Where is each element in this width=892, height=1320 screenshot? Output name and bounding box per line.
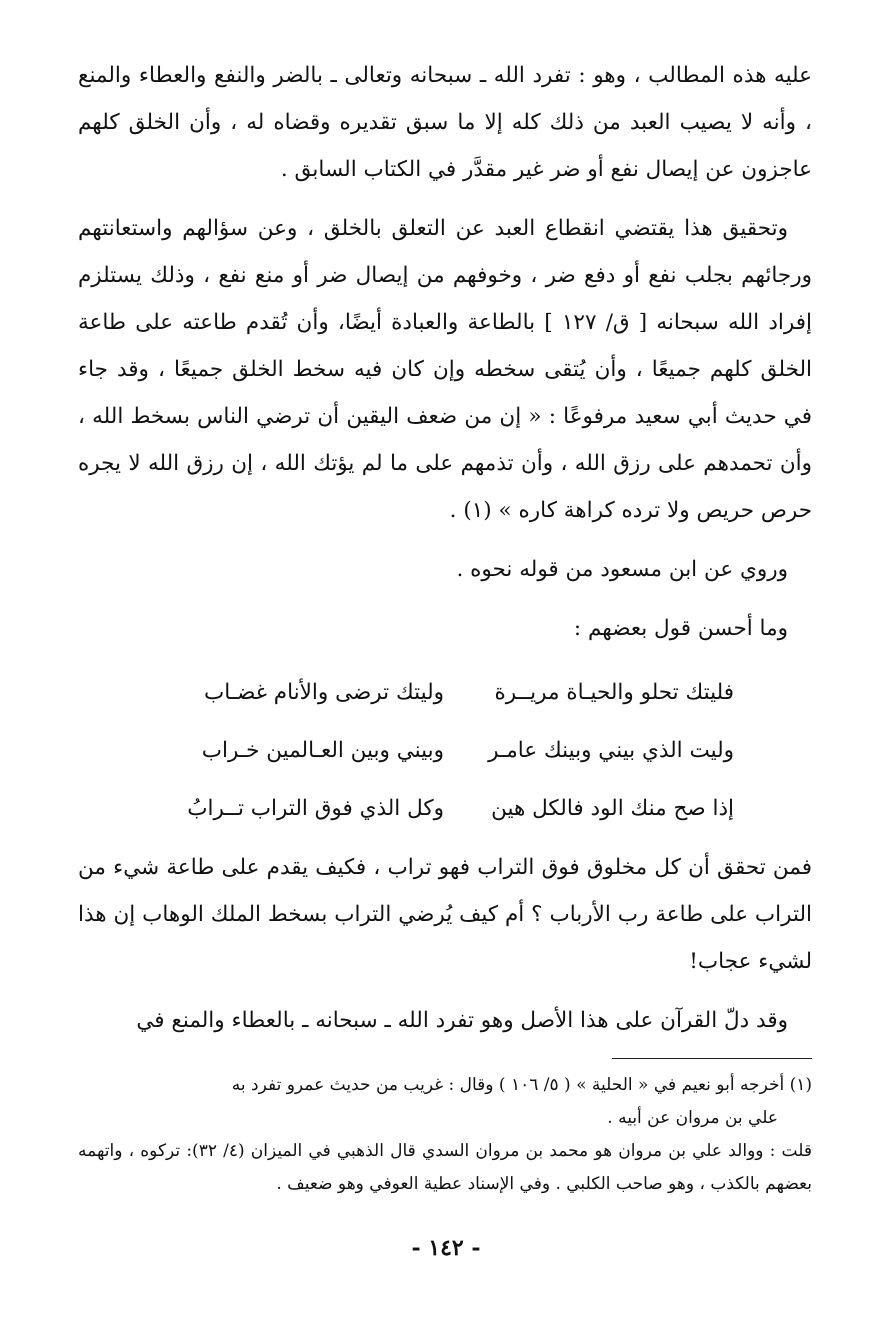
verse-first-half: وليت الذي بيني وبينك عامـر	[488, 738, 734, 763]
footnotes	[78, 1069, 812, 1201]
poem-verse	[78, 664, 812, 722]
main-text	[78, 52, 812, 652]
verse-second-half: وكل الذي فوق التراب تــرابُ	[187, 796, 444, 821]
verse-first-half: فليتك تحلو والحيـاة مريــرة	[494, 680, 734, 705]
verse-first-half: إذا صح منك الود فالكل هين	[491, 796, 734, 821]
poem-verse	[78, 722, 812, 780]
footnote-1-continued: علي بن مروان عن أبيه .	[607, 1108, 778, 1128]
verse-second-half: وبيني وبين العـالمين خـراب	[201, 738, 444, 763]
poem	[78, 664, 812, 838]
paragraph-1: عليه هذه المطالب ، وهو : تفرد الله ـ سبحانه وتعالى ـ بالضر والنفع والعطاء والمنع ، وأنه لا يصيب العبد من ذلك كله إلا ما سبق تقديره وقضاه له ، وأن الخلق كلهم عاجزون عن إيصال نفع أو ضر غير مقدَّر في الكتاب السابق .	[78, 63, 812, 182]
paragraph-6: وقد دلّ القرآن على هذا الأصل وهو تفرد الله ـ سبحانه ـ بالعطاء والمنع في	[136, 1008, 788, 1033]
paragraph-2: وتحقيق هذا يقتضي انقطاع العبد عن التعلق بالخلق ، وعن سؤالهم واستعانتهم ورجائهم بجلب نفع أو دفع ضر ، وخوفهم من إيصال ضر أو منع نفع ، وذلك يستلزم إفراد الله سبحانه [ ق/ ١٢٧ ] بالطاعة والعبادة أيضًا، وأن تُقدم طاعته على طاعة الخلق كلهم جميعًا ، وأن يُتقى سخطه وإن كان فيه سخط الخلق جميعًا ، وقد جاء في حديث أبي سعيد مرفوعًا : « إن من ضعف اليقين أن ترضي الناس بسخط الله ، وأن تحمدهم على رزق الله ، وأن تذمهم على ما لم يؤتك الله ، إن رزق الله لا يجره حرص حريص ولا ترده كراهة كاره » (١) .	[78, 216, 812, 523]
footnote-divider	[612, 1058, 812, 1059]
paragraph-3: وروي عن ابن مسعود من قوله نحوه .	[456, 557, 788, 582]
footnote-1: (١) أخرجه أبو نعيم في « الحلية » ( ٥/ ١٠٦ ) وقال : غريب من حديث عمرو تفرد به	[231, 1075, 812, 1095]
verse-second-half: وليتك ترضى والأنام غضـاب	[204, 680, 444, 705]
paragraph-4: وما أحسن قول بعضهم :	[573, 616, 788, 641]
page-number: - ١٤٢ -	[411, 1235, 481, 1261]
footnote-note: قلت : ووالد علي بن مروان هو محمد بن مروان السدي قال الذهبي في الميزان (٤/ ٣٢): تركوه ، واتهمه بعضهم بالكذب ، وهو صاحب الكلبي . وفي الإسناد عطية العوفي وهو ضعيف .	[78, 1141, 812, 1194]
main-text-continued	[78, 844, 812, 1044]
paragraph-5: فمن تحقق أن كل مخلوق فوق التراب فهو تراب ، فكيف يقدم على طاعة شيء من التراب على طاعة رب الأرباب ؟ أم كيف يُرضي التراب بسخط الملك الوهاب إن هذا لشيء عجاب!	[78, 855, 812, 974]
poem-verse	[78, 780, 812, 838]
